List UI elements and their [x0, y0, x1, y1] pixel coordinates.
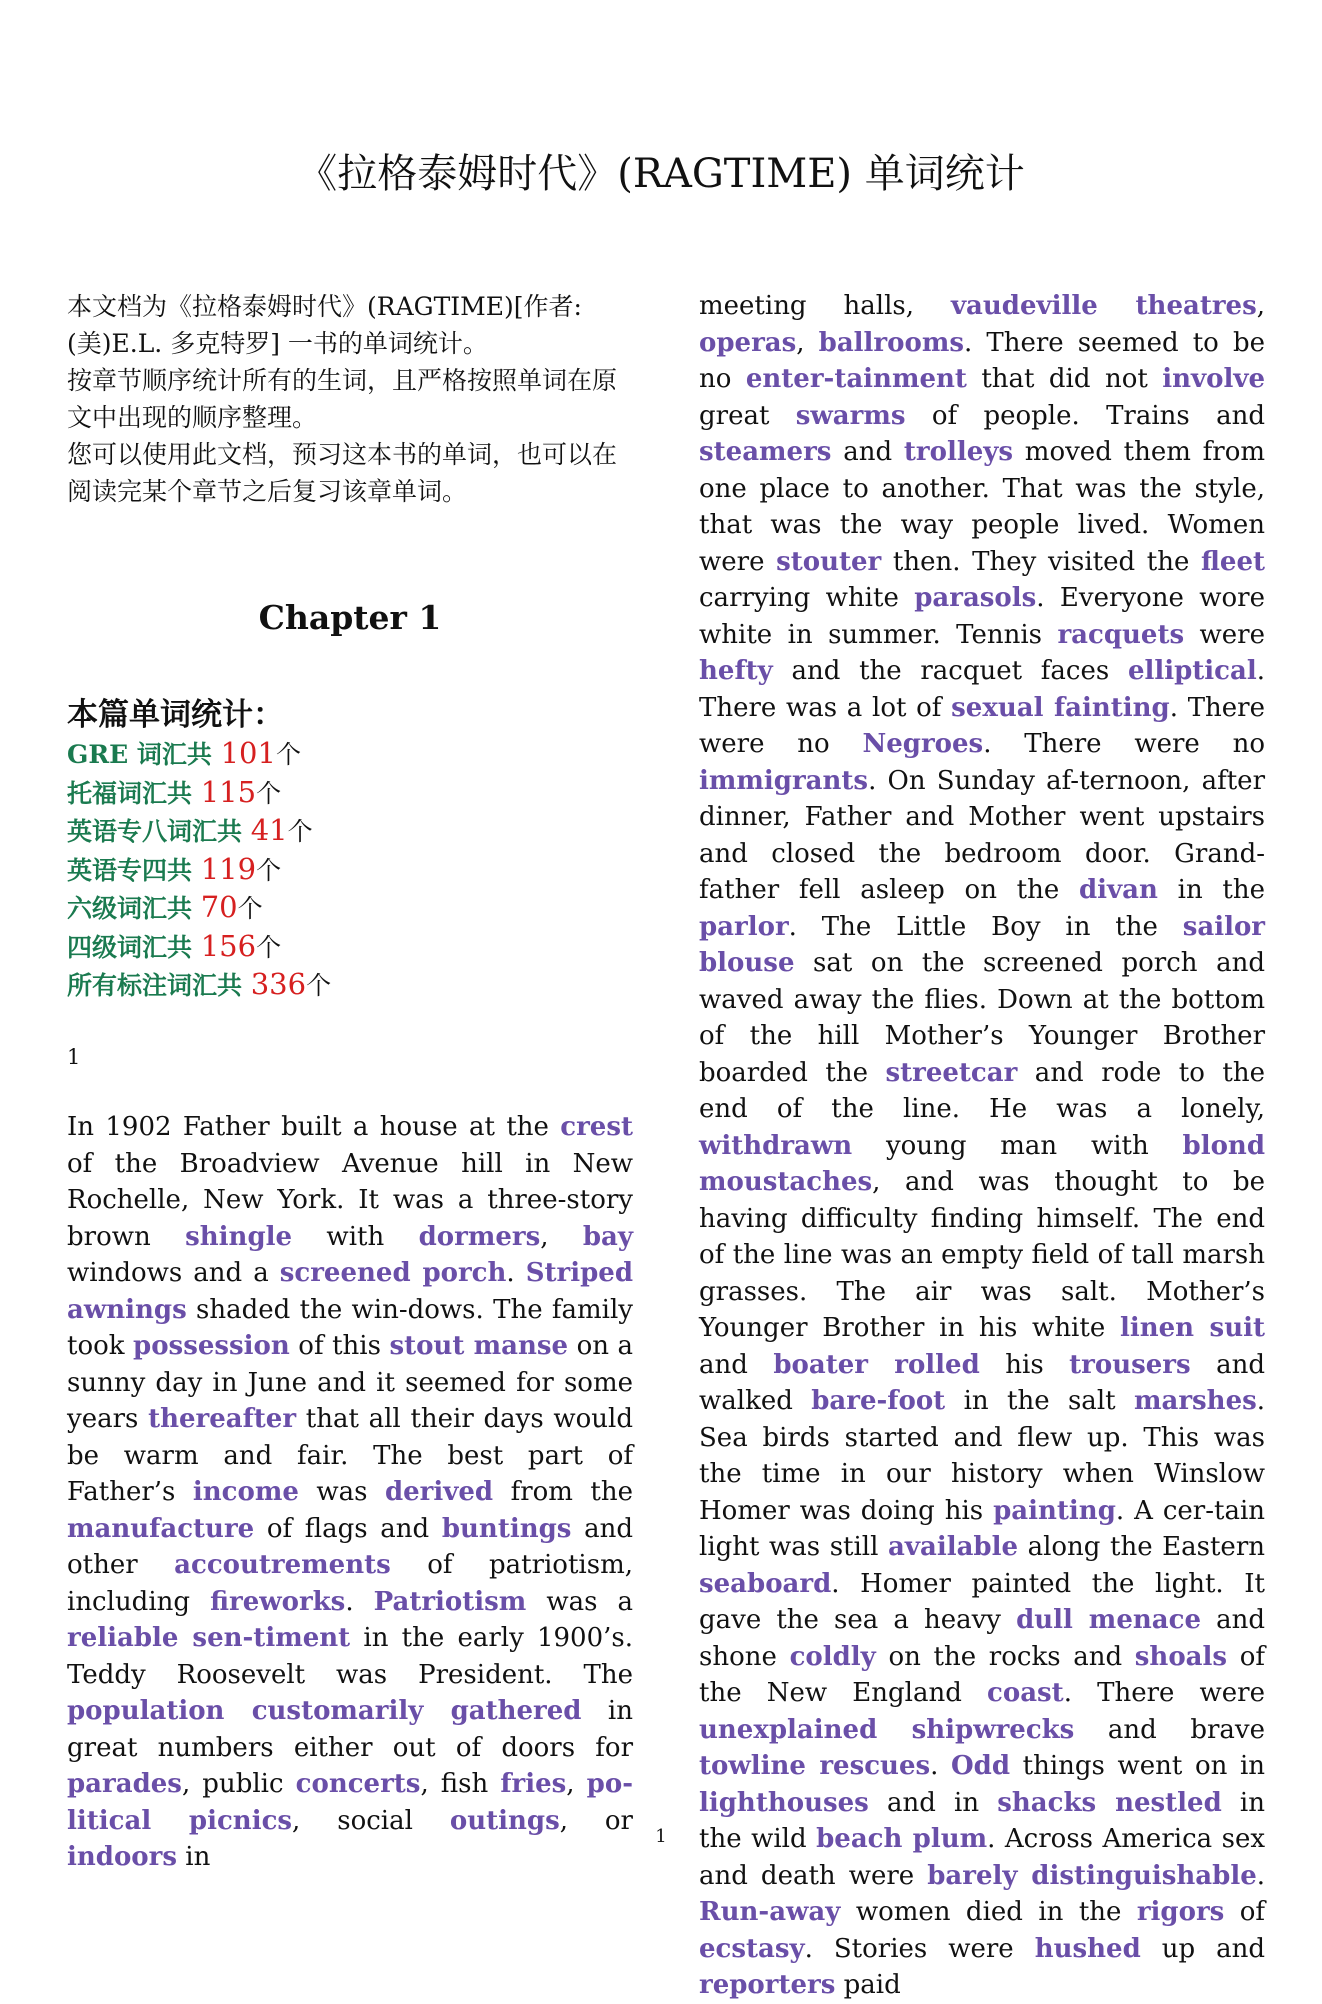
chapter-heading: Chapter 1 — [258, 598, 442, 637]
text-run: on a sunny day in June and it seemed for some years — [67, 1331, 633, 1434]
text-run: things went on in — [1010, 1751, 1266, 1781]
text-run: . On Sunday af-ternoon, after dinner, Father and Mother went upstairs and closed the bedroom door. Grand-father fell asleep on the — [699, 765, 1265, 905]
vocab-word: reliable sen-timent — [67, 1623, 351, 1653]
vocab-word: lighthouses — [699, 1787, 869, 1818]
text-run: in — [176, 1842, 211, 1872]
text-run: in the salt — [945, 1386, 1134, 1416]
text-run: . There were no — [983, 729, 1266, 759]
vocab-word: hefty — [699, 656, 773, 686]
text-run: moved them from one place to another. That was the style, that was the way people lived. Women were — [699, 437, 1266, 577]
vocab-word: ballrooms — [818, 327, 964, 358]
text-run: of people. Trains and — [905, 400, 1265, 431]
vocab-word: available — [888, 1532, 1019, 1562]
stat-label: 托福词汇共 — [67, 778, 201, 808]
vocab-word: hushed — [1034, 1933, 1141, 1964]
stats-title: 本篇单词统计： — [67, 696, 284, 733]
body-paragraph-right — [699, 288, 1265, 2004]
text-run: that all their days would be warm and fair. The best part of Father’s — [67, 1404, 633, 1507]
vocab-word: ecstasy — [699, 1933, 805, 1964]
vocab-word: trousers — [1069, 1349, 1191, 1380]
text-run: of the Broadview Avenue hill in New Rochelle, New York. It was a three-story brown — [67, 1148, 633, 1252]
right-column — [699, 288, 1265, 2004]
text-run: of flags and — [254, 1513, 442, 1544]
text-run: meeting halls, — [699, 291, 951, 321]
stats-row — [67, 812, 633, 851]
text-run: . — [506, 1258, 526, 1288]
text-run: and other — [67, 1513, 633, 1580]
text-run: , — [540, 1221, 583, 1252]
text-run: women died in the — [840, 1897, 1137, 1927]
stat-count: 41 — [250, 813, 288, 847]
text-run: with — [292, 1221, 419, 1252]
vocab-word: thereafter — [148, 1404, 297, 1434]
vocab-word: immigrants — [699, 765, 869, 796]
text-run: and rode to the end of the line. He was a lonely, — [699, 1057, 1265, 1124]
page-title: 《拉格泰姆时代》(RAGTIME) 单词统计 — [297, 151, 1025, 197]
vocab-word: vaudeville theatres — [950, 291, 1257, 321]
text-run: . — [345, 1586, 374, 1617]
vocab-word: operas — [699, 327, 797, 358]
text-run: in great numbers either out of doors for — [67, 1696, 633, 1763]
text-run: his — [979, 1349, 1070, 1380]
vocab-word: bare-foot — [811, 1386, 946, 1416]
text-run: shaded the win-dows. The family took — [67, 1294, 633, 1361]
text-run: . Homer painted the light. It gave the sea a heavy — [699, 1568, 1265, 1635]
text-run: and — [831, 437, 904, 467]
vocab-word: parades — [67, 1769, 182, 1799]
text-run: , fish — [420, 1769, 501, 1799]
stat-count: 115 — [200, 774, 257, 809]
vocab-word: seaboard — [699, 1568, 832, 1599]
vocab-word: shoals — [1134, 1641, 1228, 1672]
vocab-word: dull menace — [1016, 1605, 1201, 1635]
vocab-word: blond moustaches — [699, 1130, 1265, 1197]
text-run: paid — [835, 1970, 901, 2000]
text-run: , — [566, 1769, 587, 1799]
text-run: along the Eastern — [1018, 1532, 1265, 1562]
vocab-word: parasols — [914, 583, 1037, 613]
stat-label: 四级词汇共 — [67, 932, 201, 962]
vocab-word: linen suit — [1119, 1313, 1265, 1343]
text-run: . There were no — [699, 692, 1265, 759]
vocab-word: coast — [987, 1678, 1064, 1708]
vocab-word: fireworks — [210, 1586, 346, 1617]
vocab-word: Run-away — [699, 1897, 841, 1927]
text-run: . Stories were — [804, 1933, 1035, 1964]
text-run: young man with — [852, 1130, 1183, 1161]
vocab-word: parlor — [699, 911, 789, 942]
intro-text — [67, 288, 633, 510]
stat-unit: 个 — [256, 932, 282, 962]
vocab-word: Patriotism — [373, 1586, 527, 1617]
text-run: and in — [868, 1787, 998, 1818]
vocab-word: withdrawn — [699, 1130, 853, 1161]
text-run: of patriotism, including — [67, 1550, 633, 1617]
text-run: was a — [526, 1586, 634, 1617]
vocab-word: coldly — [789, 1641, 876, 1672]
vocab-word: outings — [449, 1805, 560, 1836]
text-run: In 1902 Father built a house at the — [67, 1112, 561, 1142]
text-run: from the — [493, 1477, 633, 1507]
text-run: , or — [559, 1805, 633, 1836]
section-number: 1 — [67, 1044, 81, 1069]
stat-count: 336 — [250, 967, 307, 1001]
text-run: of this — [289, 1331, 390, 1361]
text-run: of the New England — [699, 1641, 1266, 1708]
text-run: of — [1224, 1897, 1265, 1927]
text-run: and the racquet faces — [772, 656, 1128, 686]
stat-unit: 个 — [256, 855, 282, 885]
text-run: carrying white — [699, 583, 915, 613]
text-run: . Everyone wore white in summer. Tennis — [699, 583, 1265, 650]
vocab-word: shacks nestled — [997, 1787, 1222, 1818]
vocab-word: divan — [1078, 875, 1158, 905]
text-run: was — [298, 1477, 385, 1507]
text-run: in the wild — [699, 1787, 1265, 1854]
intro-line: 按章节顺序统计所有的生词，且严格按照单词在原文中出现的顺序整理。 — [67, 366, 618, 432]
vocab-word: shingle — [185, 1221, 293, 1252]
vocab-word: buntings — [441, 1513, 572, 1544]
vocab-word: sailor blouse — [699, 911, 1265, 978]
intro-line: 您可以使用此文档，预习这本书的单词，也可以在阅读完某个章节之后复习该章单词。 — [67, 440, 618, 506]
vocab-word: income — [192, 1477, 299, 1507]
vocab-word: painting — [993, 1495, 1116, 1526]
intro-line: 本文档为《拉格泰姆时代》(RAGTIME)[作者:(美)E.L. 多克特罗] 一书的单词统计。 — [67, 292, 582, 358]
text-run: , public — [181, 1769, 296, 1799]
vocab-word: rigors — [1136, 1897, 1225, 1927]
stat-unit: 个 — [306, 971, 332, 1000]
text-run: . — [930, 1751, 952, 1781]
vocab-word: enter-tainment — [745, 364, 967, 394]
vocab-word: po-litical picnics — [67, 1769, 633, 1836]
text-run: . There seemed to be no — [699, 327, 1266, 394]
text-run: , — [796, 327, 819, 358]
vocab-word: steamers — [699, 437, 832, 467]
text-run: sat on the screened porch and waved away the flies. Down at the bottom of the hill Mother’s Younger Brother boarded the — [699, 948, 1265, 1088]
text-run: , — [1256, 291, 1265, 321]
vocab-word: fries — [500, 1769, 567, 1799]
stats-row — [67, 774, 633, 813]
text-run: up and — [1140, 1933, 1266, 1964]
left-column — [67, 288, 633, 1876]
text-run: windows and a — [67, 1258, 280, 1288]
vocab-word: Striped awnings — [67, 1258, 633, 1325]
stats-row — [67, 928, 633, 967]
vocab-word: involve — [1162, 364, 1265, 394]
text-run: that did not — [966, 364, 1163, 394]
text-run: , social — [292, 1805, 450, 1836]
stat-count: 70 — [200, 890, 238, 924]
text-run: great — [699, 400, 796, 431]
vocab-word: possession — [133, 1331, 290, 1361]
stat-label: GRE 词汇共 — [67, 740, 221, 769]
vocab-word: stout manse — [389, 1331, 569, 1361]
vocab-word: accoutrements — [174, 1550, 391, 1580]
page-number: 1 — [655, 1826, 667, 1847]
vocab-word: dormers — [418, 1221, 541, 1252]
text-run: . There was a lot of — [699, 656, 1265, 723]
stats-row — [67, 851, 633, 890]
vocab-word: derived — [384, 1477, 494, 1507]
text-run: . There were — [1063, 1678, 1266, 1708]
vocab-word: population customarily gathered — [67, 1696, 582, 1726]
vocab-word: concerts — [295, 1769, 421, 1799]
stat-label: 英语专四共 — [67, 855, 201, 885]
text-run: . — [1256, 1860, 1265, 1891]
stats-row — [67, 889, 633, 928]
stats-row — [67, 966, 633, 1005]
stat-unit: 个 — [275, 740, 301, 769]
vocab-word: swarms — [795, 400, 906, 431]
stat-unit: 个 — [237, 894, 263, 923]
vocab-word: streetcar — [885, 1057, 1018, 1088]
vocab-word: Odd — [951, 1751, 1011, 1781]
stat-unit: 个 — [287, 817, 313, 846]
vocab-word: bay — [582, 1221, 633, 1252]
vocab-word: trolleys — [903, 437, 1014, 467]
vocab-word: racquets — [1057, 619, 1185, 650]
text-run: were — [1184, 619, 1265, 650]
body-paragraph-left — [67, 1109, 633, 1876]
text-run: in the early 1900’s. Teddy Roosevelt was President. The — [67, 1623, 634, 1690]
text-run: and walked — [699, 1349, 1265, 1416]
stat-count: 156 — [200, 928, 257, 963]
text-run: , and was thought to be having difficulty finding himself. The end of the line was an empty field of tall marsh grasses. The air was salt. Mother’s Younger Brother in his white — [699, 1167, 1265, 1343]
text-run: . Across America sex and death were — [699, 1824, 1266, 1891]
text-run: then. They visited the — [881, 546, 1201, 577]
stats-row — [67, 735, 633, 774]
text-run: . Sea birds started and flew up. This was the time in our history when Winslow Homer was doing his — [699, 1386, 1266, 1526]
vocab-word: towline rescues — [699, 1751, 931, 1781]
vocab-word: boater rolled — [773, 1349, 980, 1380]
text-run: and shone — [699, 1605, 1265, 1672]
vocab-word: screened porch — [279, 1258, 507, 1288]
vocab-word: marshes — [1133, 1386, 1257, 1416]
stat-label: 所有标注词汇共 — [67, 971, 251, 1000]
stat-label: 英语专八词汇共 — [67, 817, 251, 846]
vocab-word: indoors — [67, 1842, 177, 1872]
text-run: and brave — [1074, 1714, 1265, 1745]
vocab-word: barely distinguishable — [927, 1860, 1257, 1891]
text-run: and — [699, 1349, 774, 1380]
vocab-word: manufacture — [67, 1513, 255, 1544]
vocab-word: Negroes — [862, 729, 984, 759]
text-run: . A cer-tain light was still — [699, 1495, 1266, 1562]
vocab-word: beach plum — [816, 1824, 988, 1854]
vocab-word: reporters — [699, 1970, 836, 2000]
stat-unit: 个 — [256, 778, 282, 808]
vocab-word: stouter — [776, 546, 882, 577]
vocab-word: fleet — [1201, 546, 1265, 577]
vocab-word: sexual fainting — [951, 692, 1170, 723]
text-run: in the — [1157, 875, 1266, 905]
text-run: on the rocks and — [875, 1641, 1135, 1672]
vocab-word: crest — [560, 1112, 633, 1142]
stat-label: 六级词汇共 — [67, 894, 201, 923]
vocab-word: unexplained shipwrecks — [699, 1714, 1075, 1745]
stat-count: 119 — [200, 851, 257, 886]
vocab-word: elliptical — [1127, 656, 1257, 686]
stats-list — [67, 735, 633, 1005]
stat-count: 101 — [220, 736, 276, 770]
text-run: . The Little Boy in the — [788, 911, 1183, 942]
